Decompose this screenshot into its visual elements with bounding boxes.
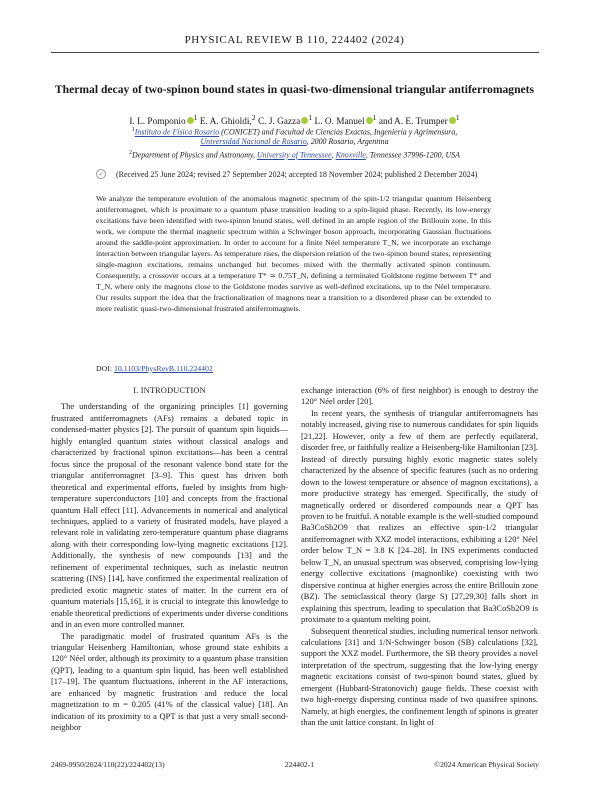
- received-dates: ✓ (Received 25 June 2024; revised 27 September 2024; accepted 18 November 2024; published 2 December 2024): [96, 169, 477, 179]
- orcid-icon[interactable]: [366, 117, 373, 124]
- author: C. J. Gazza $^1$: [257, 113, 313, 128]
- university-link[interactable]: Universidad Nacional de Rosario: [200, 137, 307, 146]
- affiliation-1-cont: Universidad Nacional de Rosario, 2000 Rosario, Argentina: [200, 137, 389, 146]
- abstract: We analyze the temperature evolution of the anomalous magnetic spectrum of the spin-1/2 triangular quantum Heisenberg antiferromagnet, which is proximate to a quantum phase transition leading to a spin-liquid phase. Recently, its low-energy excitations have been identified with two-spinon bound states, well defined in an ample region of the Brillouin zone. In this work, we compute the thermal magnetic spectrum within a Schwinger boson approach, incorporating Gaussian fluctuations around the saddle-point approximation. In order to account for a finite Néel temperature T_N, we incorporate an exchange interaction between triangular layers. As temperature rises, the dispersion relation of the two-spinon bound states, representing single-magnon excitations, remains unchanged but becomes mixed with the thermally activated spinon continuum. Consequently, a crossover occurs at a temperature T* ≃ 0.75T_N, defining a terminated Goldstone regime between T* and T_N, where only the magnons close to the Goldstone modes survive as well-defined excitations, up to the Néel temperature. Our results support the idea that the fractionalization of magnons near a transition to a disordered phase can be extended to more realistic quasi-two-dimensional frustrated antiferromagnets.: [96, 194, 491, 313]
- orcid-icon[interactable]: [449, 117, 456, 124]
- author: and A. E. Trumper $^1$: [378, 113, 460, 128]
- author: I. L. Pomponio $^1$: [129, 113, 198, 128]
- paragraph: The understanding of the organizing principles [1] governing frustrated antiferromagnets (AFs) remains a debated topic in condensed-matter physics [2]. The pursuit of quantum spin liquids—highly entangled quantum states without classical analogs and characterized by fractional spinon excitations—has been a central focus since the proposal of the resonant valence bond state for the triangular antiferromagnet [3–9]. This quest has driven both theoretical and experimental efforts, fueled by insights from high-temperature superconductors [10] and concepts from the fractional quantum Hall effect [11]. Advancements in numerical and analytical techniques, applied to a variety of frustrated models, have played a relevant role in validating zero-temperature quantum phase diagrams along with their corresponding low-lying magnetic excitations [12]. Additionally, the synthesis of new compounds [13] and the refinement of experimental techniques, such as inelastic neutron scattering (INS) [14], have confirmed the experimental realization of predicted exotic magnetic states of matter. In the current era of quantum materials [15,16], it is crucial to integrate this knowledge to enable theoretical predictions of experiments under diverse conditions and in an even more controlled manner.: [51, 401, 288, 630]
- left-column: [51, 385, 288, 734]
- running-header: PHYSICAL REVIEW B 110, 224402 (2024): [184, 34, 405, 46]
- doi-link[interactable]: 10.1103/PhysRevB.110.224402: [113, 364, 213, 373]
- university-link[interactable]: University of Tennessee: [256, 150, 332, 160]
- city-link[interactable]: Knoxville: [335, 150, 366, 160]
- author: E. A. Ghioldi,$^2$: [199, 113, 256, 128]
- affiliation-2: $^2$Department of Physics and Astronomy, University of Tennessee, Knoxville, Tennessee 37996-1200, USA: [129, 150, 460, 160]
- footer-issn: 2469-9950/2024/110(22)/224402(13): [51, 760, 165, 769]
- affiliation-1: $^1$Instituto de Física Rosario (CONICET) and Facultad de Ciencias Exactas, Ingeniería y Agrimensura,: [131, 127, 458, 137]
- page-footer: [51, 760, 539, 769]
- paragraph: Subsequent theoretical studies, including numerical tensor network calculations [31] and 1/N-Schwinger boson (SB) calculations [32], support the XXZ model. Furthermore, the SB theory provides a novel interpretation of the spectrum, suggesting that the low-lying energy magnetic excitations consist of two-spinon bound states, glued by emergent (Hubbard-Stratonovich) gauge fields. These coexist with two high-energy dispersing continua made of two quasifree spinons. Namely, at high energies, the confinement length of spinons is greater than the unit lattice constant. In light of: [301, 625, 538, 728]
- paragraph: In recent years, the synthesis of triangular antiferromagnets has notably increased, giving rise to numerous candidates for spin liquids [21,22]. However, only a few of them are perfectly equilateral, disorder free, or faithfully realize a Heisenberg-like Hamiltonian [23]. Instead of directly pursuing highly exotic magnetic states solely characterized by the absence of specific features (such as no ordering down to the lowest temperature or absence of magnon excitations), a more productive strategy has emerged. Specifically, the study of magnetically ordered or disordered compounds near a QPT has proven to be fruitful. A notable example is the well-studied compound Ba3CoSb2O9 that realizes an effective spin-1/2 triangular antiferromagnet with XXZ model interactions, exhibiting a 120° Néel order below T_N = 3.8 K [24–28]. In INS experiments conducted below T_N, an unusual spectrum was observed, comprising low-lying energy collective excitations (magnonlike) coexisting with two dispersive continua at higher energies across the entire Brillouin zone (BZ). The semiclassical theory (large S) [27,29,30] falls short in explaining this spectrum, leading to speculation that Ba3CoSb2O9 is proximate to a quantum melting point.: [301, 407, 538, 625]
- paragraph: The paradigmatic model of frustrated quantum AFs is the triangular Heisenberg Hamiltonian, whose ground state exhibits a 120° Néel order, although its proximity to a quantum phase transition (QPT), leading to a quantum spin liquid, has been well established [17–19]. The quantum fluctuations, inherent in the AF interactions, are enhanced by magnetic frustration and reduce the local magnetization to m = 0.205 (41% of the classical value) [18]. An indication of its proximity to a QPT is that just a very small second-neighbor: [51, 630, 288, 733]
- paragraph: exchange interaction (6% of first neighbor) is enough to destroy the 120° Néel order [20].: [301, 385, 538, 407]
- header-rule: [51, 52, 539, 53]
- page-number: 224402-1: [284, 760, 315, 769]
- institute-link[interactable]: Instituto de Física Rosario: [134, 127, 220, 137]
- doi: DOI: 10.1103/PhysRevB.110.224402: [96, 364, 213, 373]
- check-for-updates-icon[interactable]: ✓: [96, 169, 106, 179]
- copyright: ©2024 American Physical Society: [434, 760, 539, 769]
- section-heading: I. INTRODUCTION: [133, 386, 206, 395]
- right-column: [301, 385, 538, 729]
- orcid-icon[interactable]: [187, 117, 194, 124]
- author: L. O. Manuel $^1$: [314, 113, 377, 128]
- paper-title: Thermal decay of two-spinon bound states in quasi-two-dimensional triangular antiferromagnets: [54, 83, 535, 96]
